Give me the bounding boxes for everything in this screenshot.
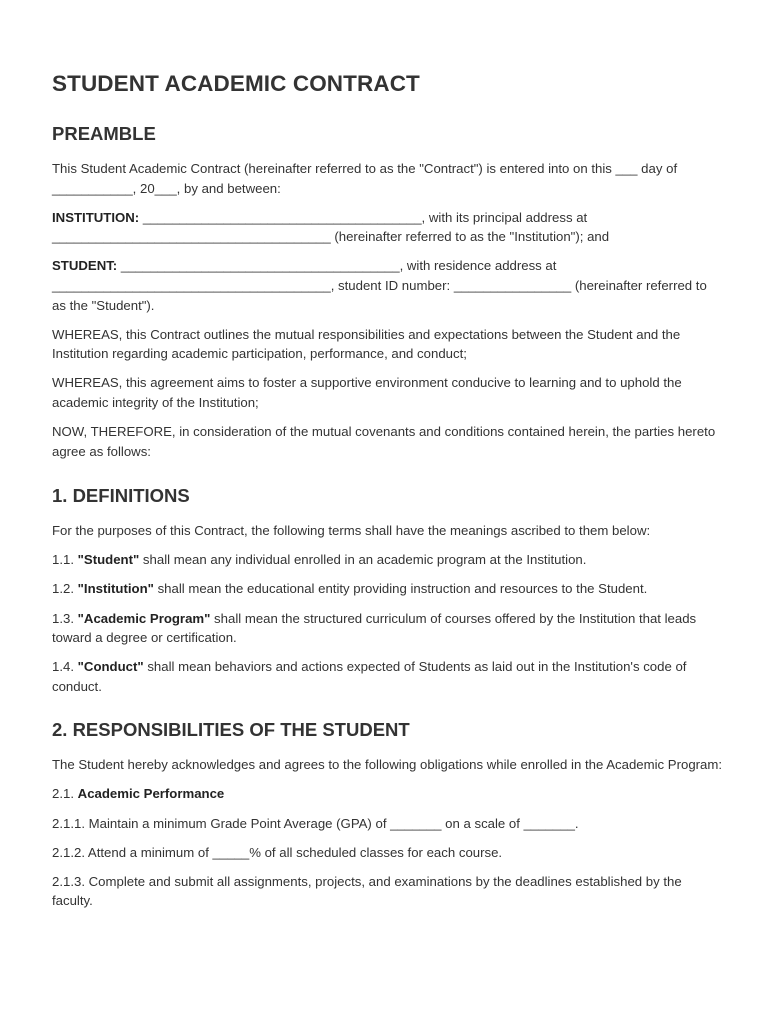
definition-item [52,579,724,599]
now-therefore-clause: NOW, THEREFORE, in consideration of the mutual covenants and conditions contained herein, the parties hereto agree as follows: [52,424,716,459]
institution-paragraph [52,208,724,247]
whereas-clause-1: WHEREAS, this Contract outlines the mutual responsibilities and expectations between the Student and the Institution regarding academic participation, performance, and conduct; [52,326,681,362]
definition-number: 1.2. [52,581,78,597]
obligation-item: 2.1.1. Maintain a minimum Grade Point Average (GPA) of _______ on a scale of _______. [52,815,579,831]
subsection-heading [52,784,724,804]
definition-text: shall mean the structured curriculum of courses offered by the Institution that leads toward a degree or certification. [52,610,697,646]
subsection-number: 2.1. [52,786,78,802]
definition-item [52,550,724,570]
definition-term: "Conduct" [77,659,144,675]
student-label: STUDENT: [52,258,118,274]
definition-number: 1.4. [52,659,78,675]
document-title: STUDENT ACADEMIC CONTRACT [52,71,420,96]
student-text: ______________________________________, with residence address at ______________________________________, student ID number: ________________ (hereinafter referred to as the "Student"). [52,258,707,313]
whereas-clause-2: WHEREAS, this agreement aims to foster a supportive environment conducive to learning and to uphold the academic integrity of the Institution; [52,375,682,410]
responsibilities-heading: 2. RESPONSIBILITIES OF THE STUDENT [52,719,410,741]
responsibilities-intro: The Student hereby acknowledges and agrees to the following obligations while enrolled in the Academic Program: [52,757,723,773]
definition-number: 1.3. [52,610,78,626]
definitions-intro: For the purposes of this Contract, the following terms shall have the meanings ascribed to them below: [52,523,651,539]
definition-text: shall mean any individual enrolled in an academic program at the Institution. [139,552,587,568]
definition-text: shall mean behaviors and actions expected of Students as laid out in the Institution's code of conduct. [52,659,687,694]
definition-item [52,657,724,696]
definition-term: "Institution" [77,581,154,597]
definitions-heading: 1. DEFINITIONS [52,485,190,507]
definition-item [52,609,724,648]
definition-number: 1.1. [52,552,78,568]
student-paragraph [52,256,724,315]
obligation-item: 2.1.3. Complete and submit all assignments, projects, and examinations by the deadlines established by the faculty. [52,873,682,909]
definition-text: shall mean the educational entity providing instruction and resources to the Student. [153,581,648,597]
definition-term: "Student" [77,552,140,568]
definition-term: "Academic Program" [77,610,211,626]
preamble-intro: This Student Academic Contract (hereinafter referred to as the "Contract") is entered into on this ___ day of ___________, 20___, by and between: [52,161,678,196]
subsection-title: Academic Performance [77,786,225,802]
obligation-item: 2.1.2. Attend a minimum of _____% of all scheduled classes for each course. [52,844,503,860]
institution-text: ______________________________________, with its principal address at ______________________________________ (hereinafter referred to as the "Institution"); and [52,209,610,245]
contract-page [52,68,724,920]
institution-label: INSTITUTION: [52,209,140,225]
preamble-heading: PREAMBLE [52,123,156,144]
